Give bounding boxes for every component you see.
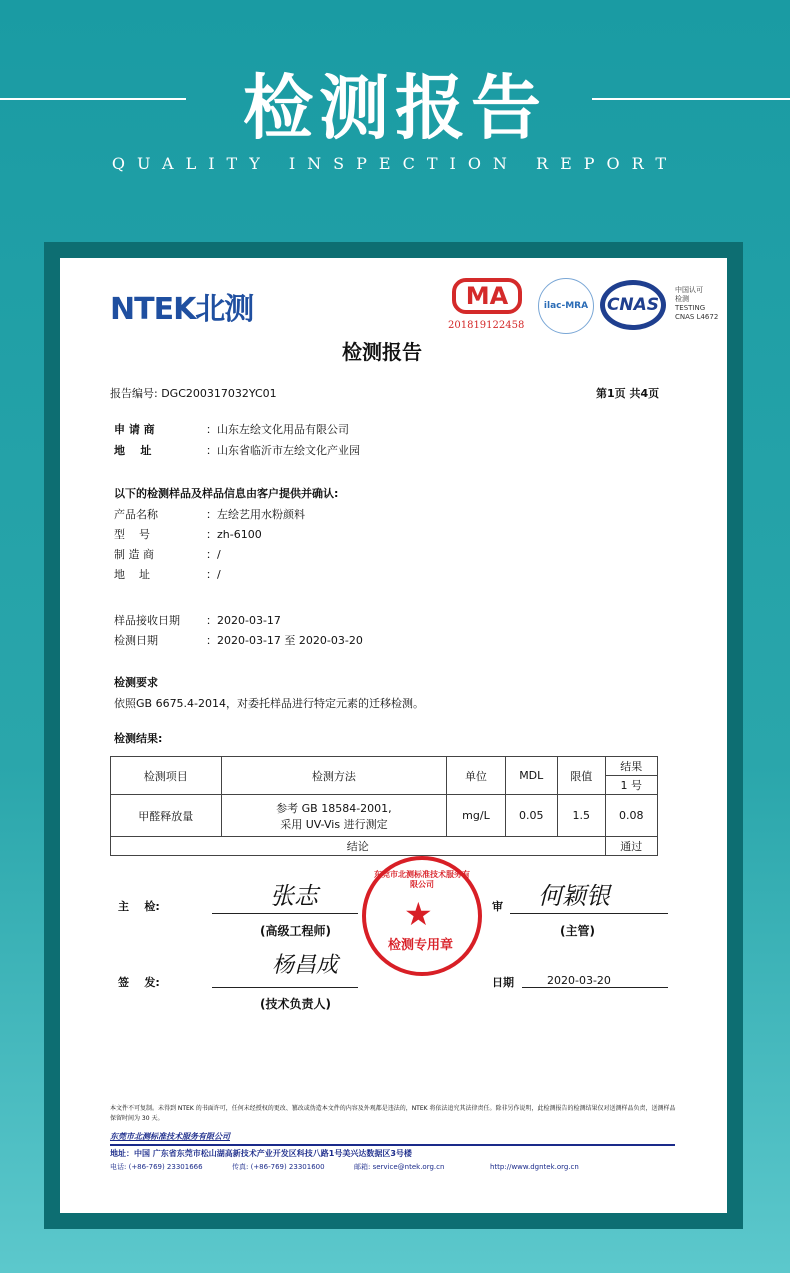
field-label: 制 造 商 — [114, 548, 154, 561]
page-count: 第1页 共4页 — [596, 387, 660, 400]
results-table — [110, 756, 658, 856]
footer-address: 地址：中国 广东省东莞市松山湖高新技术产业开发区科技八路1号美兴达数据区3号楼 — [110, 1149, 412, 1158]
reviewer-line — [510, 913, 668, 914]
reviewer-signature: 何颖银 — [538, 882, 610, 910]
header-cell: 检测项目 — [111, 757, 222, 795]
address-label: 地 址 — [114, 444, 152, 457]
field-label: 地 址 — [114, 568, 150, 581]
cma-number: 201819122458 — [448, 320, 525, 331]
received-label: 样品接收日期 — [114, 614, 180, 627]
footer-company: 东莞市北测标准技术服务有限公司 — [110, 1132, 230, 1141]
cnas-text — [675, 286, 718, 322]
cnas-line: TESTING — [675, 304, 706, 312]
applicant-label: 申 请 商 — [114, 423, 155, 436]
field-value: ：zh-6100 — [206, 528, 262, 541]
cma-logo: MA — [452, 278, 522, 314]
footer-rule — [110, 1144, 675, 1146]
cnas-logo: CNAS — [600, 280, 666, 330]
applicant-value: ：山东左绘文化用品有限公司 — [206, 423, 349, 436]
footer-email: 邮箱: service@ntek.org.cn — [354, 1163, 445, 1171]
results-label: 检测结果: — [114, 732, 163, 745]
footer-website: http://www.dgntek.org.cn — [490, 1163, 579, 1171]
footer-fax: 传真: (+86-769) 23301600 — [232, 1163, 325, 1171]
requirement-text: 依照GB 6675.4-2014，对委托样品进行特定元素的迁移检测。 — [114, 697, 425, 710]
sample-intro: 以下的检测样品及样品信息由客户提供并确认: — [114, 487, 339, 500]
conclusion-label: 结论 — [111, 837, 606, 856]
header-cell: MDL — [505, 757, 557, 795]
report-page — [60, 258, 727, 1213]
date-label: 日期 — [492, 976, 514, 989]
ntek-logo: NTEK北测 — [110, 292, 254, 327]
field-value: ：/ — [206, 548, 221, 561]
cell: 0.08 — [605, 795, 657, 837]
field-value: ：左绘艺用水粉颜料 — [206, 508, 305, 521]
report-number: 报告编号: DGC200317032YC01 — [110, 387, 277, 400]
cnas-line: 中国认可 — [675, 286, 703, 294]
banner-title: 检测报告 — [243, 67, 547, 149]
address-value: ：山东省临沂市左绘文化产业园 — [206, 444, 360, 457]
inspector-line — [212, 913, 358, 914]
field-value: ：/ — [206, 568, 221, 581]
signer-title: (技术负责人) — [260, 997, 331, 1011]
sign-date: 2020-03-20 — [547, 974, 611, 987]
star-icon: ★ — [404, 895, 433, 933]
cell: 0.05 — [505, 795, 557, 837]
inspector-signature: 张志 — [270, 882, 318, 910]
inspector-title: (高级工程师) — [260, 924, 331, 938]
cnas-line: CNAS L4672 — [675, 313, 719, 321]
cell — [221, 795, 447, 837]
cell: 1.5 — [557, 795, 605, 837]
header-cell: 结果 — [605, 757, 657, 776]
signer-line — [212, 987, 358, 988]
inspector-label: 主 检: — [118, 900, 160, 913]
signer-signature: 杨昌成 — [272, 953, 339, 978]
header-cell: 单位 — [447, 757, 505, 795]
method-line: 参考 GB 18584-2001, — [276, 801, 392, 815]
stamp-sub: 检测专用章 — [388, 938, 454, 953]
method-line: 采用 UV-Vis 进行测定 — [280, 817, 388, 831]
conclusion-value: 通过 — [605, 837, 657, 856]
banner-subtitle: QUALITY INSPECTION REPORT — [111, 154, 679, 173]
ilac-logo: ilac-MRA — [538, 278, 594, 334]
stamp-text: 东莞市北测标准技术服务有限公司 — [374, 870, 470, 889]
requirement-label: 检测要求 — [114, 676, 158, 689]
field-label: 产品名称 — [114, 508, 158, 521]
cell: mg/L — [447, 795, 505, 837]
signer-label: 签 发: — [118, 976, 160, 989]
cell: 甲醛释放量 — [111, 795, 222, 837]
test-date-label: 检测日期 — [114, 634, 158, 647]
cnas-line: 检测 — [675, 295, 689, 303]
header-cell: 限值 — [557, 757, 605, 795]
date-line — [522, 987, 668, 988]
reviewer-title: (主管) — [560, 924, 595, 938]
footer-notice: 本文件不可复制。未得到 NTEK 的书面许可，任何未经授权的更改、篡改或伪造本文件的内容及外观都是违法的，NTEK 将依法追究其法律责任。除非另作说明，此检测报告的检测结果仅对送测样品负责，送测样品保留时间为 30 天。 — [110, 1105, 676, 1122]
received-value: ：2020-03-17 — [206, 614, 281, 627]
report-title: 检测报告 — [342, 340, 422, 364]
footer-phone: 电话: (+86-769) 23301666 — [110, 1163, 203, 1171]
company-stamp — [362, 856, 482, 976]
header-cell: 1 号 — [605, 776, 657, 795]
reviewer-label: 审 — [492, 900, 503, 913]
test-date-value: ：2020-03-17 至 2020-03-20 — [206, 634, 363, 647]
field-label: 型 号 — [114, 528, 150, 541]
header-cell: 检测方法 — [221, 757, 447, 795]
